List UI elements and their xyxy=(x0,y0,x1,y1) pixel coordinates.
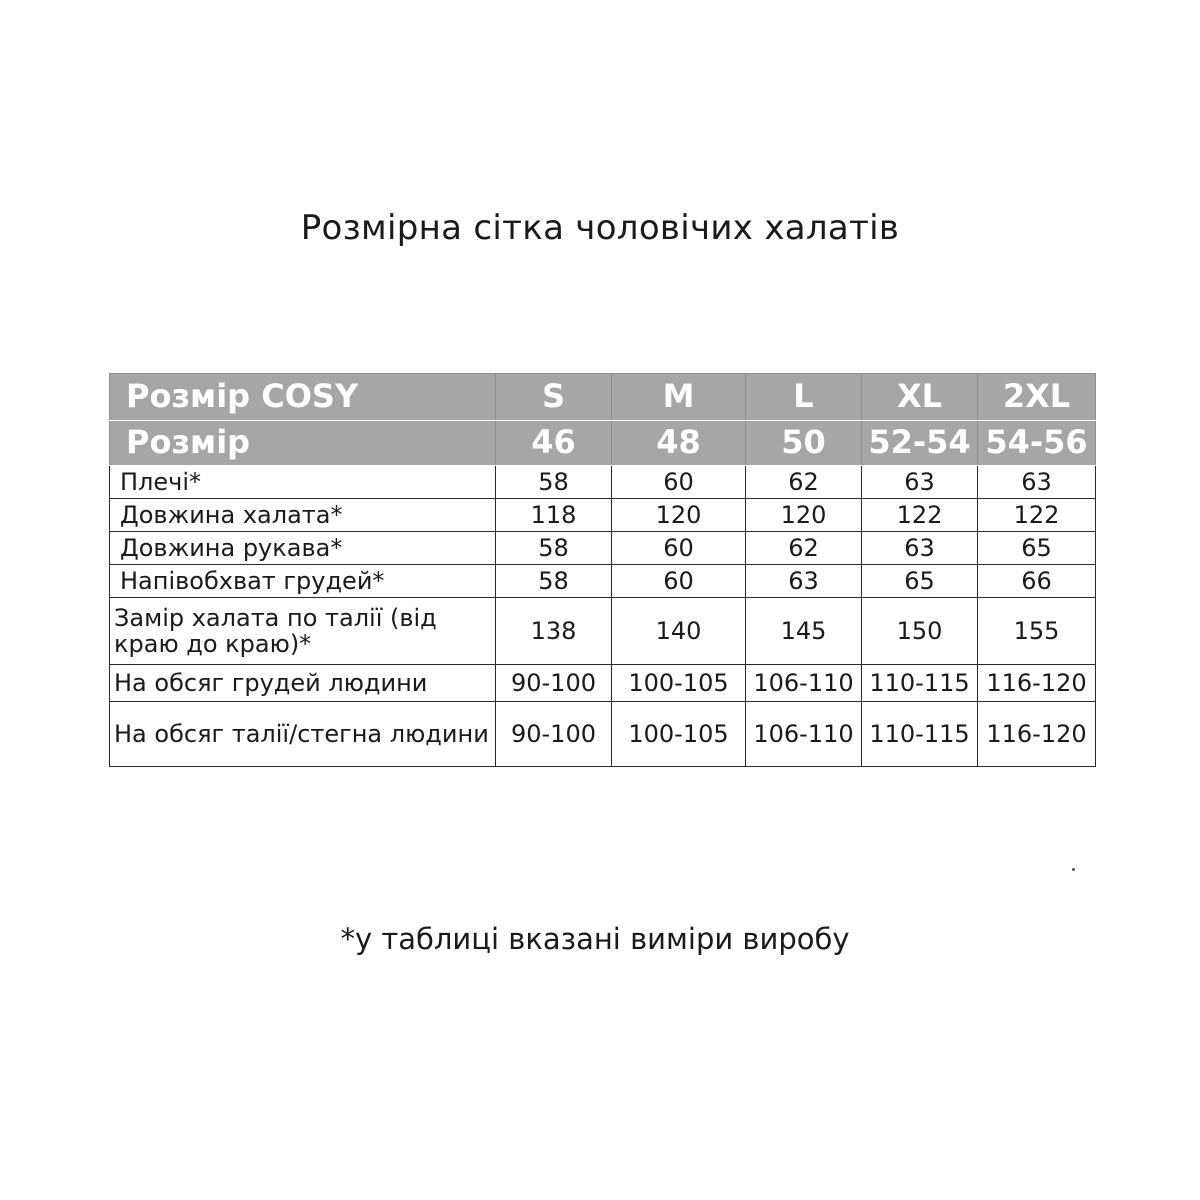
table-cell: 122 xyxy=(862,499,978,532)
table-cell: 120 xyxy=(746,499,862,532)
page-title: Розмірна сітка чоловічих халатів xyxy=(300,208,900,248)
header-cell: L xyxy=(746,374,862,421)
table-row xyxy=(110,565,1096,598)
table-cell: 65 xyxy=(978,532,1096,565)
table-cell: 116-120 xyxy=(978,665,1096,702)
dot-mark xyxy=(1072,868,1075,871)
table-cell: 90-100 xyxy=(496,665,612,702)
row-label: Довжина халата* xyxy=(110,499,496,532)
table-cell: 106-110 xyxy=(746,702,862,767)
table-cell: 140 xyxy=(612,598,746,665)
table-cell: 122 xyxy=(978,499,1096,532)
header-cell: XL xyxy=(862,374,978,421)
table-cell: 63 xyxy=(862,532,978,565)
table-cell: 58 xyxy=(496,466,612,499)
table-cell: 60 xyxy=(612,565,746,598)
table-cell: 63 xyxy=(978,466,1096,499)
table-cell: 150 xyxy=(862,598,978,665)
row-label: Довжина рукава* xyxy=(110,532,496,565)
header-cell: S xyxy=(496,374,612,421)
table-cell: 66 xyxy=(978,565,1096,598)
header-cell: 2XL xyxy=(978,374,1096,421)
table-cell: 62 xyxy=(746,466,862,499)
table-cell: 90-100 xyxy=(496,702,612,767)
header-cell: 54-56 xyxy=(978,421,1096,466)
header-label: Розмір COSY xyxy=(110,374,496,421)
row-label: Напівобхват грудей* xyxy=(110,565,496,598)
header-cell: 50 xyxy=(746,421,862,466)
header-cell: 46 xyxy=(496,421,612,466)
table-cell: 110-115 xyxy=(862,665,978,702)
table-cell: 100-105 xyxy=(612,665,746,702)
table-row xyxy=(110,702,1096,767)
size-chart-table xyxy=(109,373,1096,767)
table-cell: 62 xyxy=(746,532,862,565)
table-cell: 63 xyxy=(746,565,862,598)
table-cell: 60 xyxy=(612,466,746,499)
table-cell: 58 xyxy=(496,565,612,598)
row-label: Плечі* xyxy=(110,466,496,499)
table-cell: 58 xyxy=(496,532,612,565)
table-row xyxy=(110,532,1096,565)
header-cell: 52-54 xyxy=(862,421,978,466)
table-cell: 65 xyxy=(862,565,978,598)
table-row xyxy=(110,466,1096,499)
header-cell: 48 xyxy=(612,421,746,466)
table-cell: 120 xyxy=(612,499,746,532)
table-cell: 60 xyxy=(612,532,746,565)
table-row xyxy=(110,598,1096,665)
table-cell: 138 xyxy=(496,598,612,665)
table-cell: 118 xyxy=(496,499,612,532)
header-row-size xyxy=(110,421,1096,466)
row-label: На обсяг талії/стегна людини xyxy=(110,702,496,767)
footnote: *у таблиці вказані виміри виробу xyxy=(340,922,850,956)
header-row-cosy-size xyxy=(110,374,1096,421)
table-cell: 116-120 xyxy=(978,702,1096,767)
table-cell: 145 xyxy=(746,598,862,665)
table-cell: 155 xyxy=(978,598,1096,665)
row-label: На обсяг грудей людини xyxy=(110,665,496,702)
header-label: Розмір xyxy=(110,421,496,466)
row-label: Замір халата по талії (від краю до краю)* xyxy=(110,598,496,665)
table-row xyxy=(110,665,1096,702)
table-cell: 100-105 xyxy=(612,702,746,767)
table-row xyxy=(110,499,1096,532)
header-cell: M xyxy=(612,374,746,421)
table-cell: 63 xyxy=(862,466,978,499)
table-cell: 110-115 xyxy=(862,702,978,767)
table-cell: 106-110 xyxy=(746,665,862,702)
